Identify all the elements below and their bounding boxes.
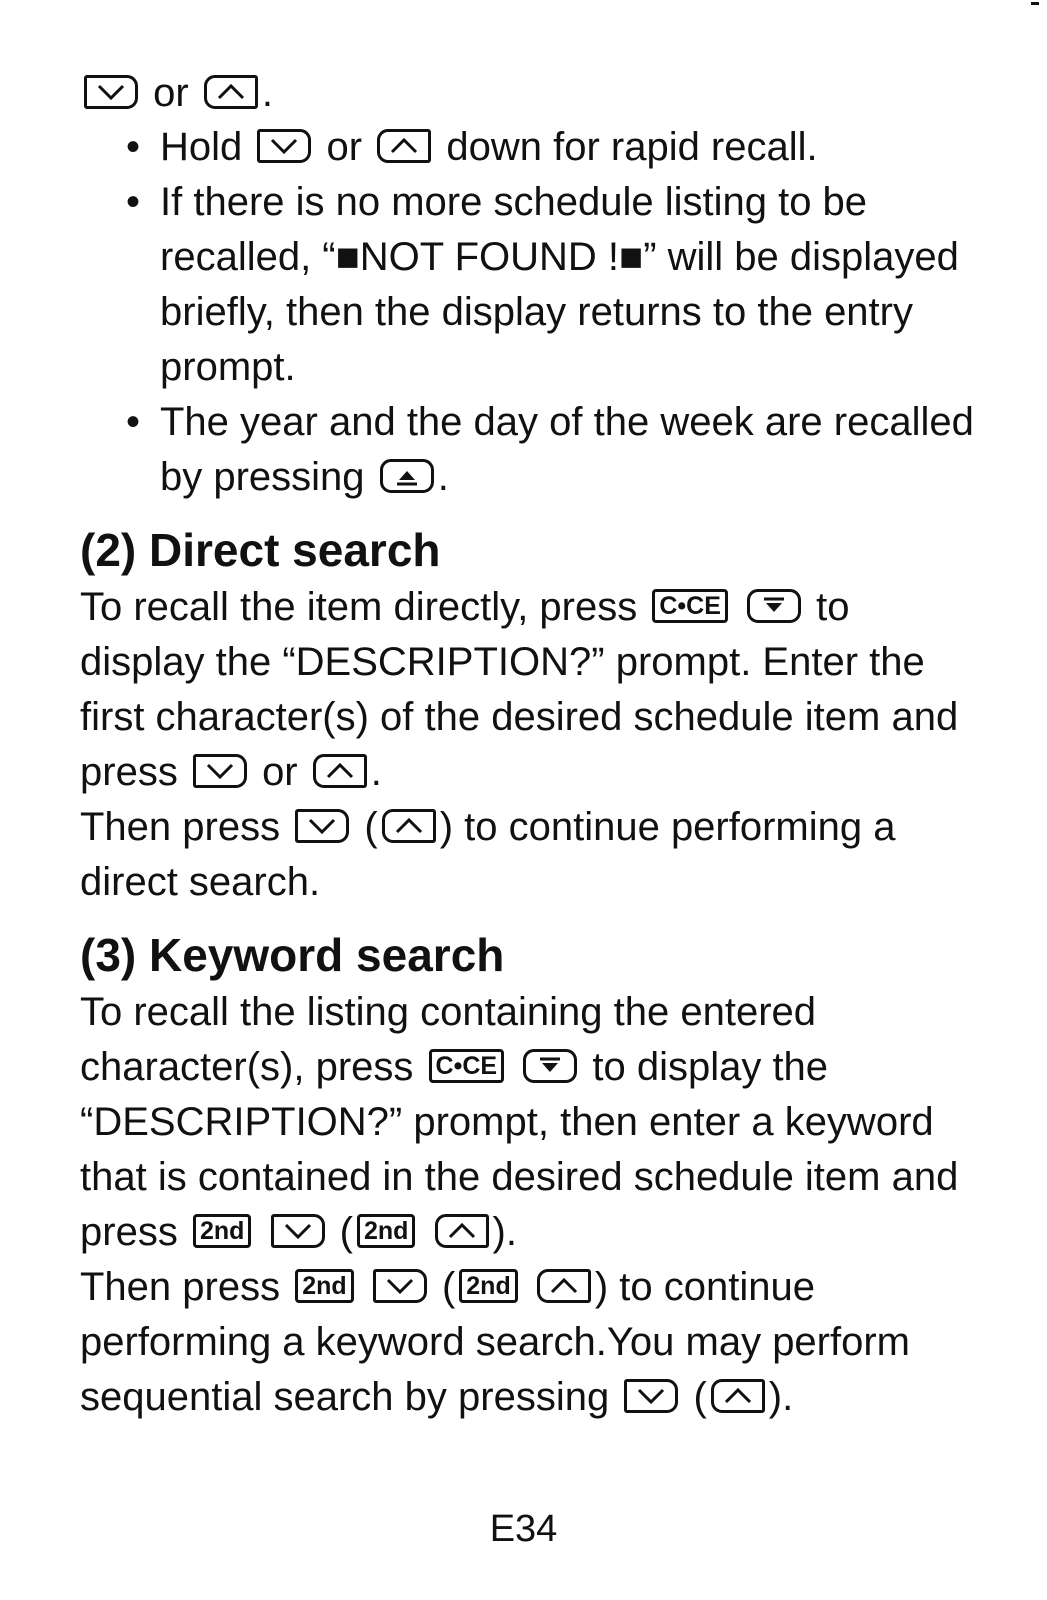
second-key-icon: 2nd [193, 1214, 251, 1248]
up-arrow-key-icon [313, 754, 367, 788]
down-arrow-key-icon [257, 129, 311, 163]
intro-line [80, 66, 273, 121]
second-key-icon: 2nd [295, 1269, 353, 1303]
direct-search-paragraph-2 [80, 800, 980, 910]
page-number: E34 [489, 1508, 558, 1550]
body-text: ( [693, 1375, 707, 1419]
body-text: ) to continue performing a keyword search.You may perform sequential search by pressing [80, 1265, 910, 1419]
intro-end: . [261, 71, 273, 115]
body-text: . [370, 750, 382, 794]
down-arrow-key-icon [624, 1379, 678, 1413]
up-arrow-key-icon [382, 809, 436, 843]
body-text: ) to continue performing a direct search. [80, 805, 896, 904]
direct-search-section [80, 520, 980, 910]
bullet-dot: • [126, 180, 141, 224]
up-arrow-key-icon [711, 1379, 765, 1413]
body-text: Then press [80, 1265, 281, 1309]
bullet-rapid-recall [120, 120, 1020, 175]
body-text: ( [339, 1210, 353, 1254]
page-up-key-icon [380, 459, 434, 493]
body-text: to display the “DESCRIPTION?” prompt. Enter the first character(s) of the desired schedule item and press [80, 585, 959, 794]
up-arrow-key-icon [537, 1269, 591, 1303]
body-text: ). [492, 1210, 517, 1254]
second-key-icon: 2nd [459, 1269, 517, 1303]
intro-or: or [153, 71, 189, 115]
direct-search-heading: (2) Direct search [80, 524, 441, 576]
down-arrow-key-icon [84, 75, 138, 109]
down-arrow-key-icon [193, 754, 247, 788]
up-arrow-key-icon [435, 1214, 489, 1248]
page-down-key-icon [523, 1049, 577, 1083]
up-arrow-key-icon [377, 129, 431, 163]
down-arrow-key-icon [373, 1269, 427, 1303]
bullet-text: down for rapid recall. [446, 125, 818, 169]
keyword-search-heading: (3) Keyword search [80, 929, 505, 981]
corner-mark [1031, 2, 1039, 5]
bullet-year-day [120, 395, 1020, 505]
body-text: ( [364, 805, 378, 849]
bullet-text: If there is no more schedule listing to be recalled, “■NOT FOUND !■” will be displayed briefly, then the display returns to the entry prompt. [160, 180, 959, 389]
direct-search-paragraph-1 [80, 580, 980, 800]
cce-key-icon: C•CE [652, 589, 728, 623]
second-key-icon: 2nd [357, 1214, 415, 1248]
bullet-text: The year and the day of the week are recalled by pressing [160, 400, 974, 499]
bullet-text: or [326, 125, 363, 169]
body-text: ). [768, 1375, 794, 1419]
down-arrow-key-icon [271, 1214, 325, 1248]
bullet-not-found [120, 175, 1020, 395]
body-text: to display the “DESCRIPTION?” prompt, then enter a keyword that is contained in the desired schedule item and press [80, 1045, 959, 1254]
keyword-search-paragraph-1 [80, 985, 980, 1260]
bullet-text: . [437, 455, 449, 499]
bullet-text: Hold [160, 125, 243, 169]
body-text: To recall the listing containing the entered character(s), press [80, 990, 817, 1089]
cce-key-icon: C•CE [429, 1049, 505, 1083]
down-arrow-key-icon [295, 809, 349, 843]
keyword-search-paragraph-2 [80, 1260, 980, 1425]
body-text: ( [441, 1265, 456, 1309]
body-text: Then press [80, 805, 281, 849]
page-down-key-icon [747, 589, 801, 623]
bullet-dot: • [126, 125, 141, 169]
up-arrow-key-icon [204, 75, 258, 109]
bullet-dot: • [126, 400, 141, 444]
body-text: or [262, 750, 298, 794]
body-text: To recall the item directly, press [80, 585, 638, 629]
keyword-search-section [80, 925, 980, 1425]
bullet-list [120, 120, 1020, 505]
